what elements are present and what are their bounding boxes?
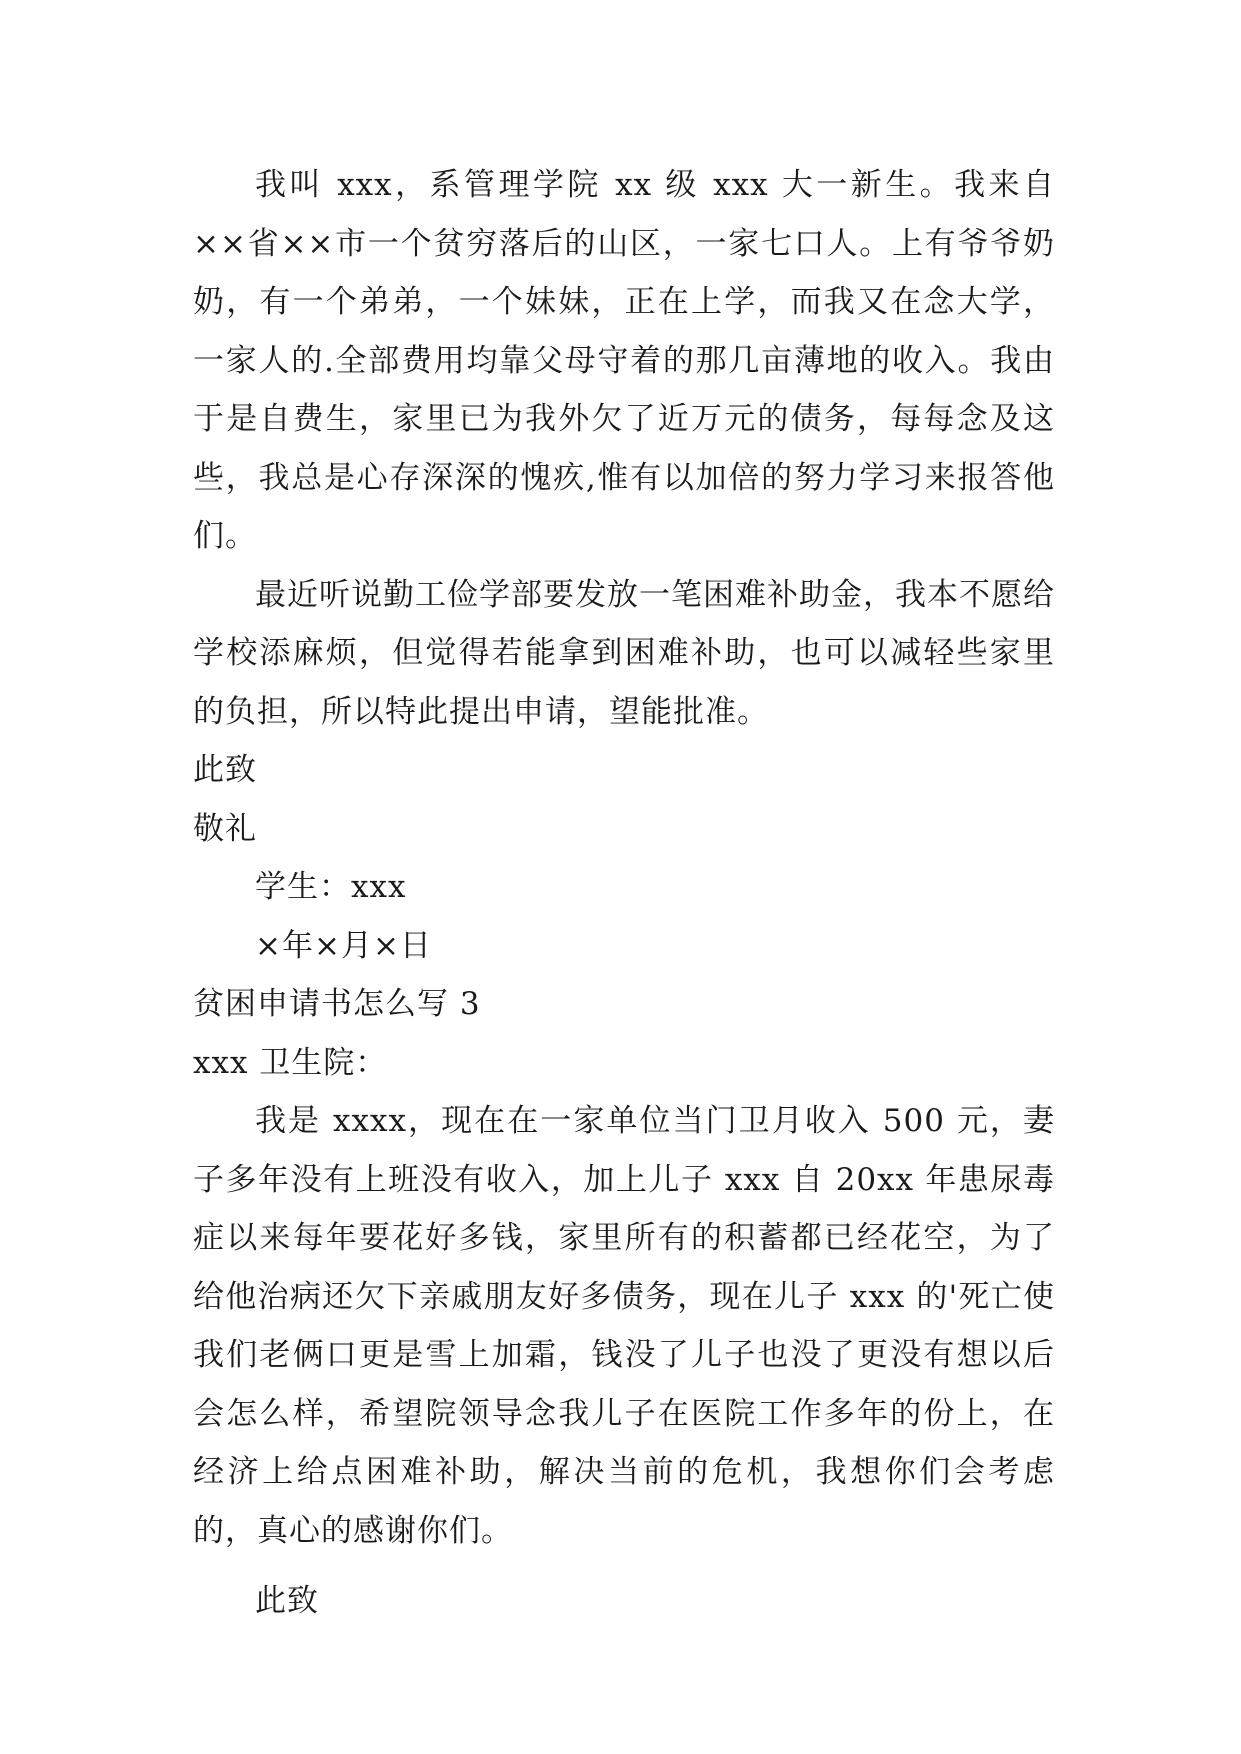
- letter1-closing-jingli: 敬礼: [193, 810, 257, 847]
- letter2-paragraph-1: 我是 xxxx，现在在一家单位当门卫月收入 500 元，妻子多年没有上班没有收入，加上儿子 xxx 自 20xx 年患尿毒症以来每年要花好多钱，家里所有的积蓄都已经花空，为了给他治病还欠下亲戚朋友好多债务，现在儿子 xxx 的'死亡使我们老俩口更是雪上加霜，钱没了儿子也没了更没有想以后会怎么样，希望院领导念我儿子在医院工作多年的份上，在经济上给点困难补助，解决当前的危机，我想你们会考虑的，真心的感谢你们。: [193, 1103, 1055, 1549]
- letter1-paragraph-1: 我叫 xxx，系管理学院 xx 级 xxx 大一新生。我来自××省××市一个贫穷落后的山区，一家七口人。上有爷爷奶奶，有一个弟弟，一个妹妹，正在上学，而我又在念大学，一家人的.全部费用均靠父母守着的那几亩薄地的收入。我由于是自费生，家里已为我外欠了近万元的债务，每每念及这些，我总是心存深深的愧疚,惟有以加倍的努力学习来报答他们。: [193, 167, 1055, 554]
- letter1-signature: 学生：xxx: [255, 869, 407, 905]
- letter1-closing-cizhi: 此致: [193, 752, 257, 788]
- letter2-salutation: xxx 卫生院：: [193, 1044, 388, 1081]
- document-body: [193, 156, 1055, 1631]
- letter1-date: ×年×月×日: [255, 927, 432, 964]
- letter2-closing-cizhi: 此致: [255, 1583, 319, 1619]
- letter1-paragraph-2: 最近听说勤工俭学部要发放一笔困难补助金，我本不愿给学校添麻烦，但觉得若能拿到困难补助，也可以减轻些家里的负担，所以特此提出申请，望能批准。: [193, 576, 1055, 730]
- section-heading: 贫困申请书怎么写 3: [193, 986, 481, 1022]
